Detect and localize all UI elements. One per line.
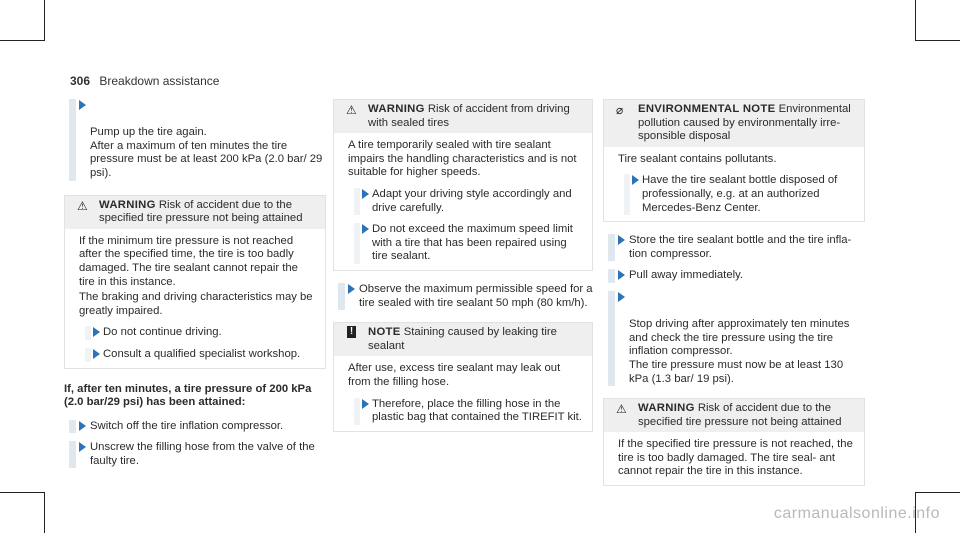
env-header (604, 100, 864, 147)
warning-icon: ⚠ (77, 198, 88, 213)
warning-header (65, 196, 325, 229)
arrow-icon (79, 421, 86, 431)
crop-mark (915, 492, 960, 493)
warning-paragraph: The braking and driving characteristics may be greatly impaired. (79, 291, 313, 317)
note-icon: ! (347, 326, 356, 338)
warning-title: Risk of accident due to the specified tire pressure not being attained (99, 198, 303, 225)
arrow-icon (93, 349, 100, 359)
step (603, 269, 865, 283)
crop-mark (915, 40, 960, 41)
step-text: Unscrew the filling hose from the valve of the faulty tire. (90, 441, 315, 467)
warning-icon: ⚠ (616, 402, 627, 417)
crop-mark (915, 0, 916, 41)
step-text: Have the tire sealant bottle disposed of professionally, e.g. at an authorized Mercedes-Benz Center. (642, 174, 838, 214)
step (64, 420, 326, 434)
subheading: If, after ten minutes, a tire pressure of 200 kPa (2.0 bar/29 psi) has been attained: (64, 382, 312, 409)
step-text: Adapt your driving style accordingly and drive carefully. (372, 187, 572, 214)
note-body (334, 356, 592, 430)
warning-title: Risk of accident due to the specified tire pressure not being attained (638, 402, 842, 428)
note-label: NOTE (368, 326, 401, 339)
note-box (333, 322, 593, 432)
step (333, 283, 593, 310)
step-text: Store the tire sealant bottle and the tire infla- tion compressor. (629, 234, 852, 260)
env-label: ENVIRONMENTAL NOTE (638, 103, 776, 115)
crop-mark (44, 0, 45, 41)
watermark: carmanualsonline.info (773, 505, 940, 522)
environmental-note-box (603, 99, 865, 222)
arrow-icon (79, 442, 86, 452)
step-text: Do not continue driving. (103, 326, 222, 339)
warning-icon: ⚠ (346, 103, 357, 117)
arrow-icon (93, 327, 100, 337)
note-paragraph: After use, excess tire sealant may leak out from the filling hose. (348, 362, 561, 388)
warning-header (604, 399, 864, 432)
step-text: Therefore, place the filling hose in the plastic bag that contained the TIREFIT kit. (372, 397, 582, 424)
step (64, 441, 326, 468)
arrow-icon (618, 292, 625, 302)
step-text: Pull away immediately. (629, 269, 744, 282)
warning-step (348, 223, 582, 264)
column-3 (603, 99, 865, 486)
arrow-icon (618, 270, 625, 280)
env-step (618, 174, 854, 215)
crop-mark (0, 492, 45, 493)
column-1 (64, 99, 326, 468)
step-text: Stop driving after approximately ten minutes and check the tire pressure using the tire inflation compressor. The tire pressure must now be at least 130 kPa (1.3 bar/ 19 psi). (629, 318, 850, 385)
step-text: Do not exceed the maximum speed limit with a tire that has been repaired using tire sealant. (372, 223, 573, 263)
warning-body (65, 229, 325, 368)
column-2 (333, 99, 593, 432)
env-paragraph: Tire sealant contains pollutants. (618, 152, 777, 165)
arrow-icon (79, 100, 86, 110)
warning-label: WARNING (368, 103, 425, 115)
crop-mark (44, 492, 45, 533)
warning-box (333, 99, 593, 271)
warning-label: WARNING (638, 402, 695, 415)
note-title: Staining caused by leaking tire sealant (368, 326, 557, 352)
page-number: 306 (70, 74, 91, 88)
warning-step (79, 348, 315, 362)
warning-step (79, 326, 315, 340)
warning-box (64, 195, 326, 369)
note-header (334, 323, 592, 356)
step-text: Observe the maximum permissible speed for a tire sealed with tire sealant 50 mph (80 km/h). (359, 282, 593, 309)
note-step (348, 398, 582, 425)
step-text: Consult a qualified specialist workshop. (103, 347, 301, 360)
warning-title: Risk of accident from driving with sealed tires (368, 103, 570, 129)
step-text: Pump up the tire again. After a maximum of ten minutes the tire pressure must be at least 200 kPa (2.0 bar/ 29 psi). (90, 126, 323, 179)
step-text: Switch off the tire inflation compressor. (90, 419, 284, 432)
arrow-icon (362, 399, 369, 409)
arrow-icon (362, 224, 369, 234)
environment-icon: ⌀ (616, 103, 624, 117)
section-title: Breakdown assistance (99, 74, 220, 88)
page-header (70, 74, 219, 88)
warning-label: WARNING (99, 198, 156, 211)
env-title: Environmental pollution caused by environmentally irre- sponsible disposal (638, 103, 851, 143)
step (603, 291, 865, 386)
arrow-icon (632, 175, 639, 185)
step (64, 99, 326, 181)
warning-step (348, 188, 582, 215)
warning-paragraph: If the specified tire pressure is not reached, the tire is too badly damaged. The tire seal- ant cannot repair the tire in this instance. (618, 438, 853, 478)
arrow-icon (348, 284, 355, 294)
warning-box (603, 398, 865, 486)
warning-body (604, 432, 864, 485)
warning-body (334, 133, 592, 270)
step (603, 234, 865, 261)
warning-paragraph: A tire temporarily sealed with tire sealant impairs the handling characteristics and is not suitable for higher speeds. (348, 139, 577, 179)
warning-paragraph: If the minimum tire pressure is not reached after the specified time, the tire is too badly damaged. The tire sealant cannot repair the tire in this instance. (79, 234, 298, 288)
env-body (604, 147, 864, 221)
warning-header (334, 100, 592, 133)
arrow-icon (362, 189, 369, 199)
crop-mark (0, 40, 45, 41)
arrow-icon (618, 235, 625, 245)
